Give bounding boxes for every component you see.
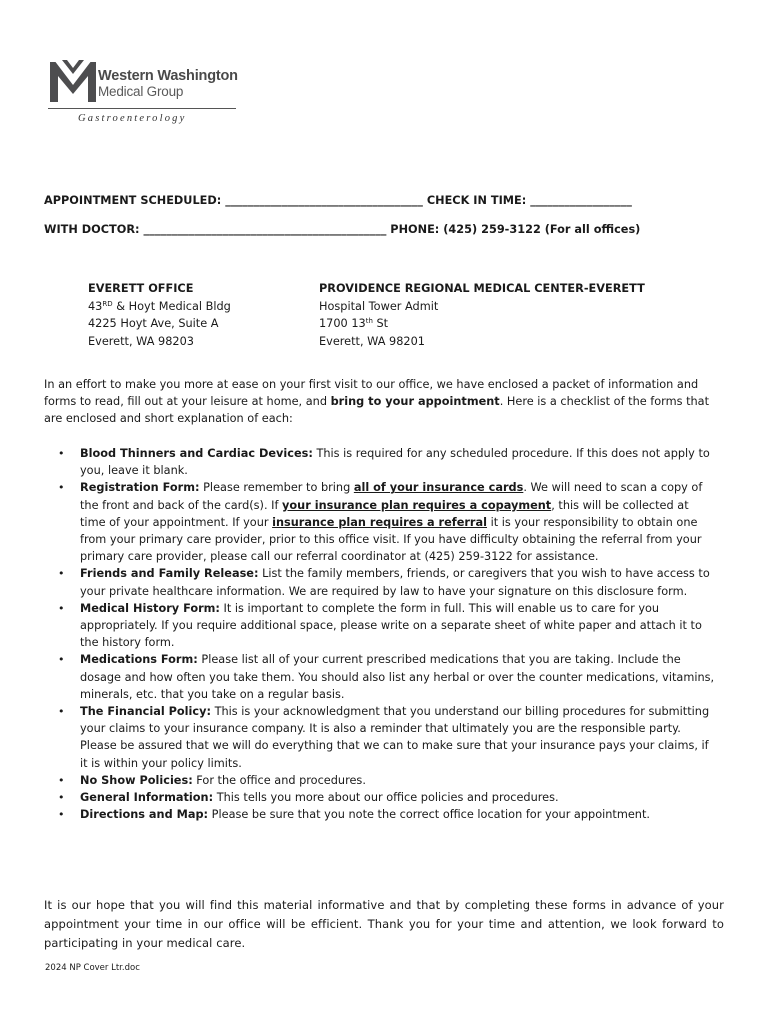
appointment-scheduled-line: APPOINTMENT SCHEDULED: ___________________________________ CHECK IN TIME: __________________	[44, 194, 632, 207]
closing-paragraph: It is our hope that you will find this material informative and that by completing these forms in advance of your appointment your time in our office will be efficient. Thank you for your time and attention, we look forward to participating in your medical care.	[44, 898, 724, 950]
list-item: • Directions and Map: Please be sure that you note the correct office location for your appointment.	[44, 806, 716, 823]
forms-checklist	[44, 445, 716, 823]
logo-name-line1: Western Washington	[98, 68, 238, 84]
everett-office-address	[88, 280, 231, 350]
logo-name-line2: Medical Group	[98, 84, 184, 99]
list-item: • General Information: This tells you more about our office policies and procedures.	[44, 789, 716, 806]
list-item: • Medical History Form: It is important to complete the form in full. This will enable us to care for you appropriately. If you require additional space, please write on a separate sheet of white paper and attach it to the history form.	[44, 600, 716, 652]
logo-department: Gastroenterology	[78, 113, 187, 124]
everett-office-title: EVERETT OFFICE	[88, 282, 194, 295]
list-item: • No Show Policies: For the office and procedures.	[44, 772, 716, 789]
logo-divider	[48, 108, 236, 109]
list-item: • Blood Thinners and Cardiac Devices: This is required for any scheduled procedure. If this does not apply to you, leave it blank.	[44, 445, 716, 479]
everett-office-city: Everett, WA 98203	[88, 334, 194, 348]
everett-office-street: 4225 Hoyt Ave, Suite A	[88, 317, 219, 330]
providence-city: Everett, WA 98201	[319, 334, 425, 348]
footer-filename: 2024 NP Cover Ltr.doc	[45, 963, 140, 973]
wwmg-logo-icon	[48, 60, 98, 104]
providence-address	[319, 280, 645, 350]
list-item: • Medications Form: Please list all of your current prescribed medications that you are taking. Include the dosage and how often you take them. You should also list any herbal or over the counter medications, vitamins, minerals, etc. that you take on a regular basis.	[44, 651, 716, 703]
everett-office-building: 43RD & Hoyt Medical Bldg	[88, 299, 231, 313]
providence-title: PROVIDENCE REGIONAL MEDICAL CENTER-EVERETT	[319, 282, 645, 295]
list-item: • Registration Form: Please remember to bring all of your insurance cards. We will need to scan a copy of the front and back of the card(s). If your insurance plan requires a copayment, this will be collected at time of your appointment. If your insurance plan requires a referral it is your responsibility to obtain one from your primary care provider, prior to this office visit. If you have difficulty obtaining the referral from your primary care provider, please call our referral coordinator at (425) 259-3122 for assistance.	[44, 479, 716, 565]
intro-paragraph: In an effort to make you more at ease on your first visit to our office, we have enclosed a packet of information and forms to read, fill out at your leisure at home, and bring to your appointment. Here is a checklist of the forms that are enclosed and short explanation of each:	[44, 378, 710, 426]
list-item: • The Financial Policy: This is your acknowledgment that you understand our billing procedures for submitting your claims to your insurance company. It is also a reminder that ultimately you are the responsible party. Please be assured that we will do everything that we can to make sure that your insurance pays your claims, if it is within your policy limits.	[44, 703, 716, 772]
list-item: • Friends and Family Release: List the family members, friends, or caregivers that you wish to have access to your private healthcare information. We are required by law to have your signature on this disclosure form.	[44, 565, 716, 599]
providence-street: 1700 13th St	[319, 317, 389, 330]
providence-line1: Hospital Tower Admit	[319, 299, 439, 313]
with-doctor-line: WITH DOCTOR: ___________________________________________ PHONE: (425) 259-3122 (For all offices)	[44, 223, 641, 236]
